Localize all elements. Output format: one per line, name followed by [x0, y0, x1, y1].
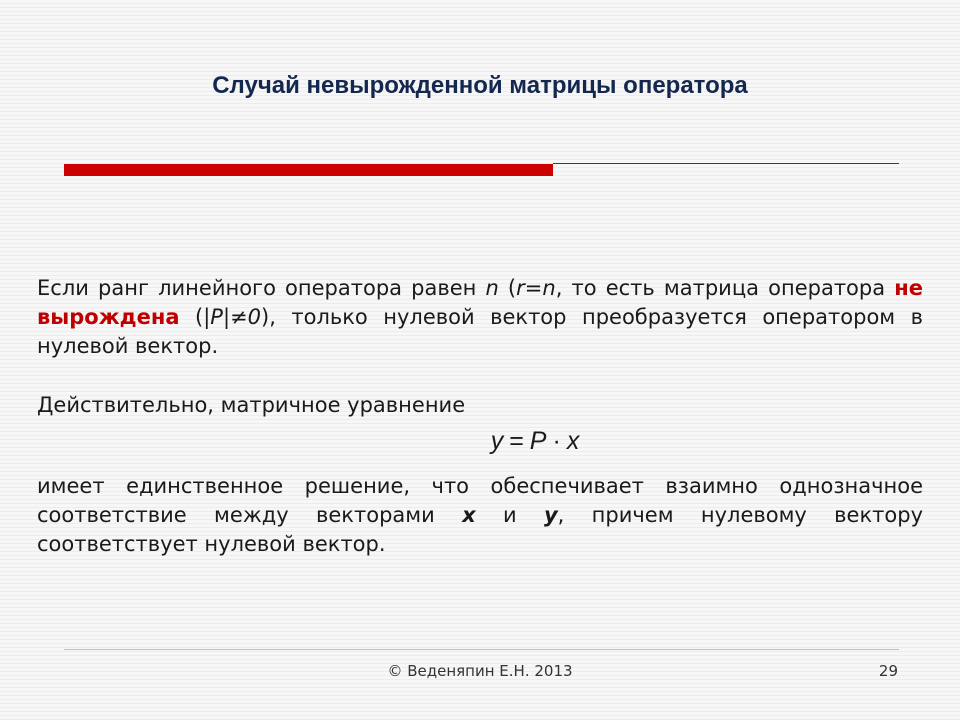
footer-copyright: © Веденяпин Е.Н. 2013 — [387, 662, 573, 680]
paragraph-rank — [37, 274, 923, 361]
slide-title: Случай невырожденной матрицы оператора — [212, 72, 748, 99]
text-segment: ( — [498, 276, 517, 300]
emphasis-non-degenerate: не вырождена — [37, 276, 923, 329]
symbol-n: n — [485, 276, 499, 300]
text-segment: и — [475, 503, 544, 527]
symbol-r: r — [516, 276, 525, 300]
slide-body — [37, 274, 923, 559]
footer-divider — [64, 649, 899, 650]
text-segment: Если ранг линейного оператора равен — [37, 276, 486, 300]
symbol-x: x — [462, 503, 476, 527]
symbol-y: y — [543, 503, 558, 527]
text-segment: , причем нулевому вектору соответствует нулевой вектор. — [37, 503, 923, 556]
title-underline-thin — [553, 163, 899, 164]
text-segment: (| — [179, 305, 211, 329]
formula-dot: · — [552, 427, 561, 455]
text-segment: | — [222, 305, 231, 329]
title-underline-thick — [64, 164, 553, 176]
formula-P: P — [529, 427, 547, 455]
page-number: 29 — [878, 662, 898, 680]
paragraph-solution — [37, 472, 923, 559]
paragraph-indeed: Действительно, матричное уравнение — [37, 393, 466, 417]
text-segment: ), только нулевой вектор преобразуется оператором в нулевой вектор. — [37, 305, 923, 358]
symbol-n: n — [542, 276, 556, 300]
equals-sign: = — [524, 276, 543, 300]
not-equal-sign: ≠ — [230, 305, 248, 329]
symbol-P: P — [210, 305, 223, 329]
symbol-zero: 0 — [247, 305, 262, 329]
matrix-equation — [37, 424, 923, 458]
formula-equals: = — [509, 427, 524, 455]
formula-y: y — [490, 427, 504, 455]
text-segment: имеет единственное решение, что обеспечивает взаимно однозначное соответствие между векторами — [37, 474, 923, 527]
text-segment: , то есть матрица оператора — [555, 276, 895, 300]
formula-x: x — [566, 427, 580, 455]
